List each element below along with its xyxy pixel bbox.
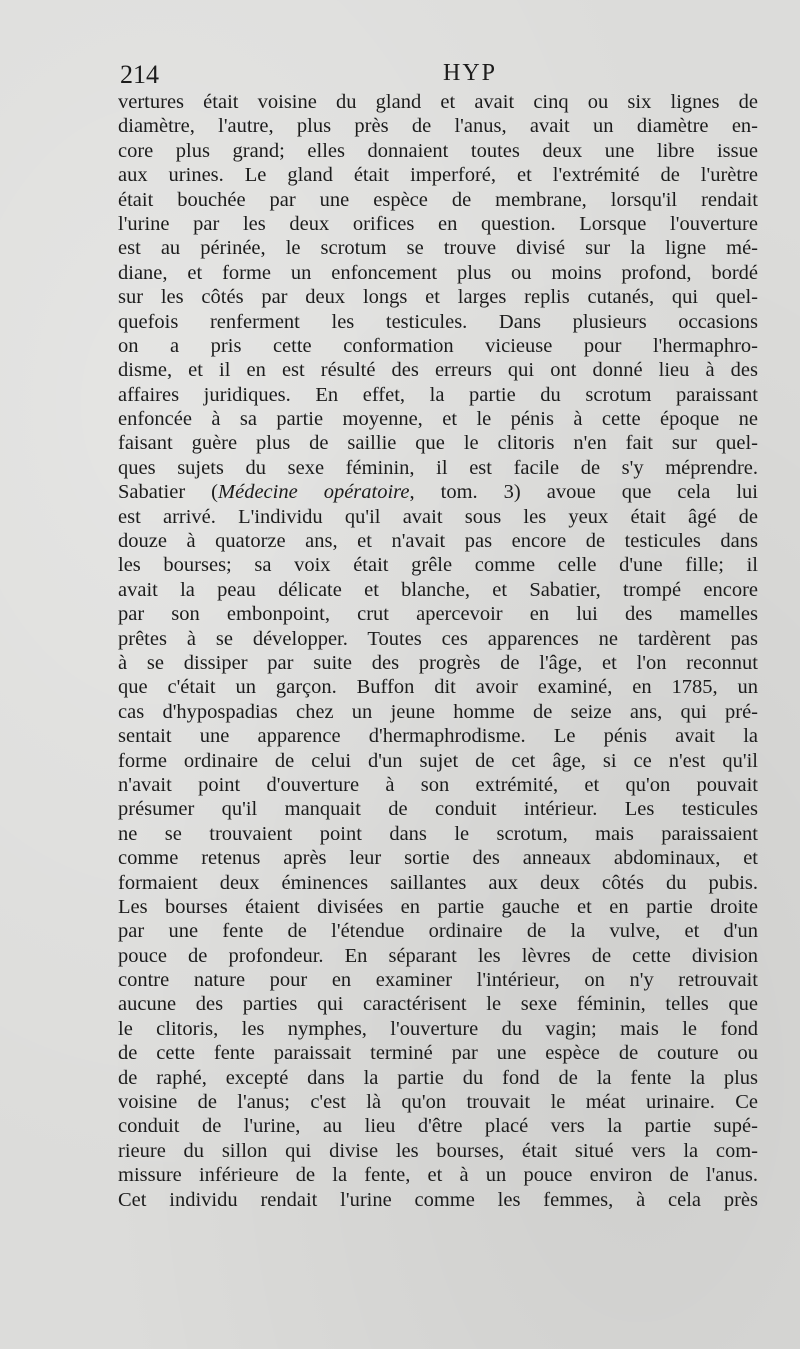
body-text bbox=[118, 90, 758, 1212]
text-line: aux urines. Le gland était imperforé, et l'extrémité de l'urètre bbox=[118, 164, 758, 187]
text-line: faisant guère plus de saillie que le clitoris n'en fait sur quel- bbox=[118, 432, 758, 455]
text-line: diamètre, l'autre, plus près de l'anus, avait un diamètre en- bbox=[118, 115, 758, 138]
text-line: forme ordinaire de celui d'un sujet de cet âge, si ce n'est qu'il bbox=[118, 749, 758, 772]
running-head: HYP bbox=[442, 60, 497, 86]
text-line: pouce de profondeur. En séparant les lèvres de cette division bbox=[118, 944, 758, 967]
text-line: à se dissiper par suite des progrès de l'âge, et l'on reconnut bbox=[118, 651, 758, 674]
text-line: par son embonpoint, crut apercevoir en lui des mamelles bbox=[118, 603, 758, 626]
text-line: conduit de l'urine, au lieu d'être placé vers la partie supé- bbox=[118, 1115, 758, 1138]
text-line: était bouchée par une espèce de membrane, lorsqu'il rendait bbox=[118, 188, 758, 211]
text-line: on a pris cette conformation vicieuse pour l'hermaphro- bbox=[118, 334, 758, 357]
text-line: les bourses; sa voix était grêle comme celle d'une fille; il bbox=[118, 554, 758, 577]
text-line: prêtes à se développer. Toutes ces apparences ne tardèrent pas bbox=[118, 627, 758, 650]
text-line: vertures était voisine du gland et avait cinq ou six lignes de bbox=[118, 91, 758, 113]
page-number: 214 bbox=[120, 60, 159, 89]
text-line: Cet individu rendait l'urine comme les femmes, à cela près bbox=[118, 1188, 758, 1211]
page-header bbox=[120, 60, 760, 92]
text-line: voisine de l'anus; c'est là qu'on trouvait le méat urinaire. Ce bbox=[118, 1091, 758, 1114]
text-line: le clitoris, les nymphes, l'ouverture du vagin; mais le fond bbox=[118, 1017, 758, 1040]
text-line: avait la peau délicate et blanche, et Sabatier, trompé encore bbox=[118, 578, 758, 601]
text-line: de cette fente paraissait terminé par une espèce de couture ou bbox=[118, 1042, 758, 1065]
text-line: quefois renferment les testicules. Dans plusieurs occasions bbox=[118, 310, 758, 333]
text-line: Sabatier (Médecine opératoire, tom. 3) avoue que cela lui bbox=[118, 481, 759, 504]
text-line: sur les côtés par deux longs et larges replis cutanés, qui quel- bbox=[118, 286, 758, 309]
text-line: missure inférieure de la fente, et à un pouce environ de l'anus. bbox=[118, 1164, 758, 1187]
text-line: enfoncée à sa partie moyenne, et le pénis à cette époque ne bbox=[118, 408, 758, 431]
text-line: de raphé, excepté dans la partie du fond de la fente la plus bbox=[118, 1066, 758, 1089]
text-line: formaient deux éminences saillantes aux deux côtés du pubis. bbox=[118, 871, 758, 894]
italic-title: Médecine opératoire bbox=[218, 481, 410, 504]
text-line: ques sujets du sexe féminin, il est facile de s'y méprendre. bbox=[118, 456, 758, 479]
text-line: ne se trouvaient point dans le scrotum, mais paraissaient bbox=[118, 822, 758, 845]
text-line: douze à quatorze ans, et n'avait pas encore de testicules dans bbox=[118, 530, 758, 553]
text-line: comme retenus après leur sortie des anneaux abdominaux, et bbox=[118, 847, 758, 870]
text-line: sentait une apparence d'hermaphrodisme. Le pénis avait la bbox=[118, 725, 758, 748]
text-line: disme, et il en est résulté des erreurs qui ont donné lieu à des bbox=[118, 359, 758, 382]
text-line: que c'était un garçon. Buffon dit avoir examiné, en 1785, un bbox=[118, 676, 758, 699]
text-line: aucune des parties qui caractérisent le sexe féminin, telles que bbox=[118, 993, 758, 1016]
text-line: contre nature pour en examiner l'intérieur, on n'y retrouvait bbox=[118, 969, 758, 992]
text-line: n'avait point d'ouverture à son extrémité, et qu'on pouvait bbox=[118, 773, 758, 796]
text-line: core plus grand; elles donnaient toutes deux une libre issue bbox=[118, 139, 758, 162]
text-line: diane, et forme un enfoncement plus ou moins profond, bordé bbox=[118, 261, 758, 284]
text-line: Les bourses étaient divisées en partie gauche et en partie droite bbox=[118, 895, 758, 918]
text-line: affaires juridiques. En effet, la partie du scrotum paraissant bbox=[118, 383, 758, 406]
text-line: est arrivé. L'individu qu'il avait sous les yeux était âgé de bbox=[118, 505, 758, 528]
text-line: est au périnée, le scrotum se trouve divisé sur la ligne mé- bbox=[118, 237, 758, 260]
text-line: rieure du sillon qui divise les bourses, était situé vers la com- bbox=[118, 1139, 758, 1162]
text-line: l'urine par les deux orifices en question. Lorsque l'ouverture bbox=[118, 212, 758, 235]
text-line: cas d'hypospadias chez un jeune homme de seize ans, qui pré- bbox=[118, 700, 758, 723]
text-line: présumer qu'il manquait de conduit intérieur. Les testicules bbox=[118, 798, 758, 821]
text-line: par une fente de l'étendue ordinaire de la vulve, et d'un bbox=[118, 920, 758, 943]
